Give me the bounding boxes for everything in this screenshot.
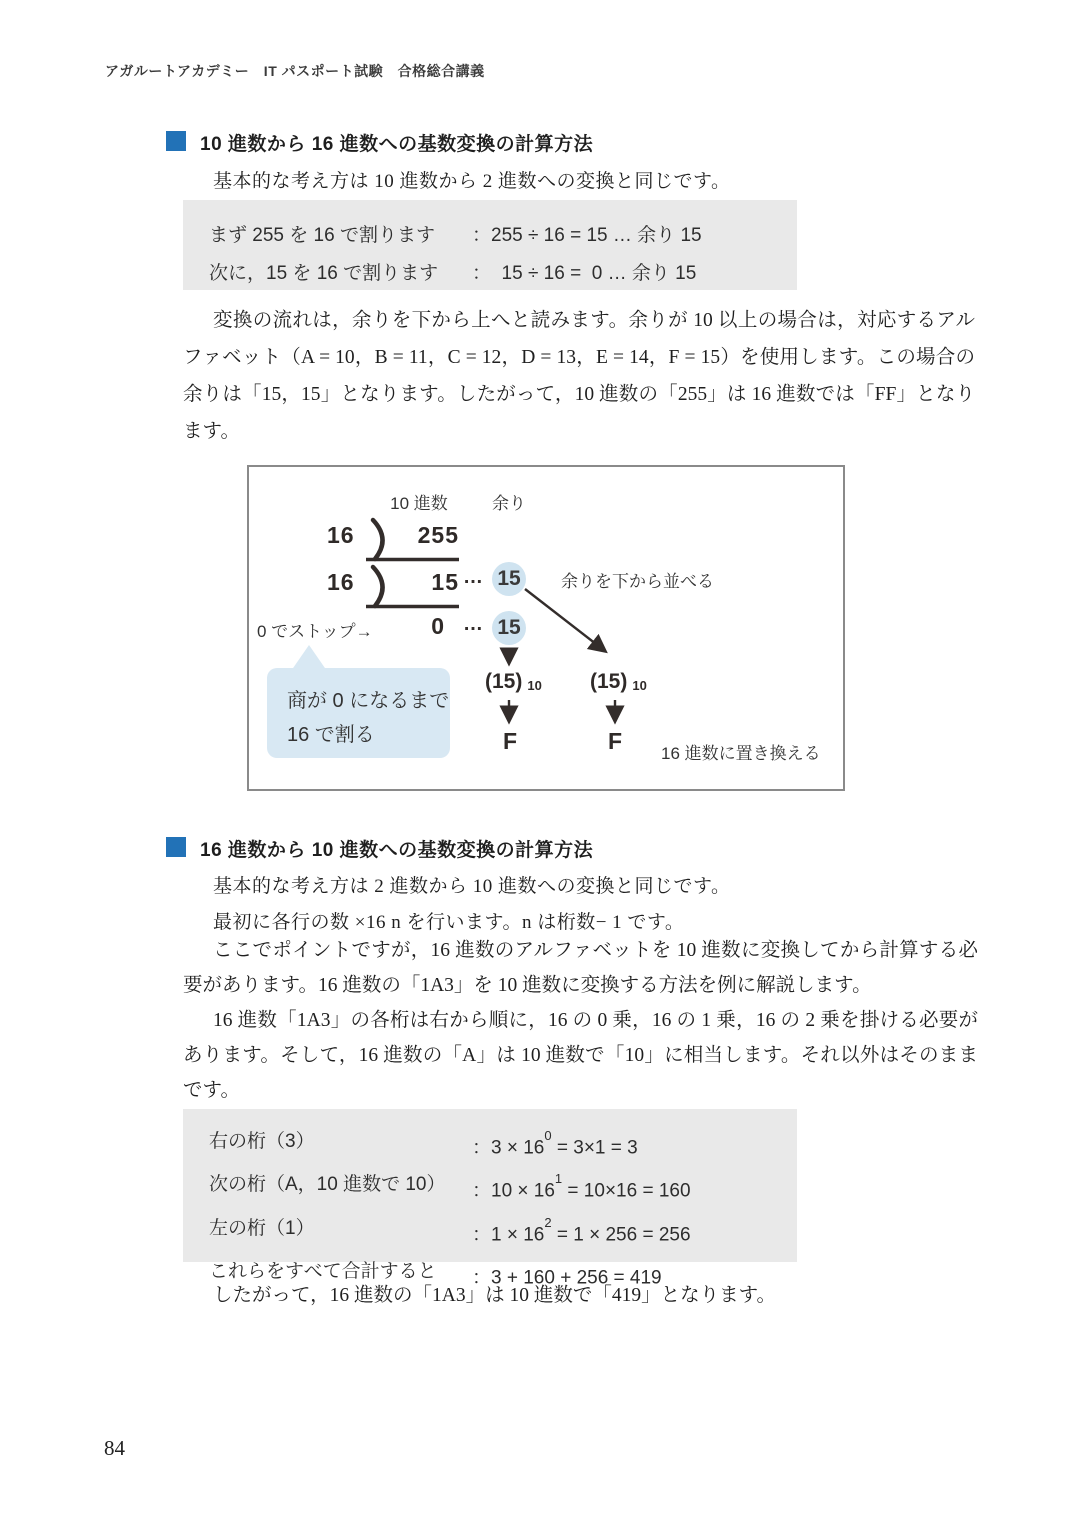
hex-digit-f: F — [607, 728, 623, 754]
calc-row — [209, 1210, 797, 1253]
calc-row-value — [472, 1210, 691, 1253]
quotient-15: 15 — [431, 569, 459, 595]
remainder-value: 15 — [497, 567, 521, 590]
calc-post: = 3×1 = 3 — [551, 1137, 638, 1159]
section2-paragraph2: 16 進数「1A3」の各桁は右から順に，16 の 0 乗，16 の 1 乗，16 の 2 乗を掛ける必要があります。そして，16 進数の「A」は 10 進数で「10」に相当します。それ以外はそのままです。 — [183, 1010, 978, 1101]
section2-bullet-icon — [166, 837, 186, 857]
stop-at-zero-label: 0 でストップ→ — [257, 622, 373, 641]
paren-value: (15) — [485, 670, 523, 693]
remainder-circle — [492, 562, 526, 596]
exponent: 0 — [544, 1128, 552, 1143]
calc-row-label: 左の桁（1） — [209, 1217, 315, 1239]
calc-row — [209, 217, 797, 255]
calc-row-value: ： 15 ÷ 16 = 0 … 余り 15 — [472, 263, 697, 284]
section2-line1: 基本的な考え方は 2 進数から 10 進数への変換と同じです。 — [213, 876, 731, 897]
section2-conclusion: したがって，16 進数の「1A3」は 10 進数で「419」となります。 — [213, 1285, 777, 1306]
section2-line2: 最初に各行の数 ×16 n を行います。n は桁数− 1 です。 — [213, 912, 685, 933]
calc-row — [209, 1123, 797, 1166]
calc-row-value — [472, 1166, 691, 1209]
hex-digit-f: F — [502, 728, 518, 754]
divisor-16: 16 — [327, 522, 355, 548]
calc-row-label: これらをすべて合計すると — [209, 1260, 437, 1282]
remainder-decimal-right — [590, 670, 647, 694]
base-subscript: 10 — [632, 678, 647, 693]
calc-row-value — [472, 1123, 638, 1166]
column-label-remainder: 余り — [492, 494, 526, 513]
remainder-circle — [492, 611, 526, 645]
remainder-value: 15 — [497, 616, 521, 639]
calc-pre: ：3 × 16 — [472, 1137, 545, 1159]
section1-paragraph: 変換の流れは，余りを下から上へと読みます。余りが 10 以上の場合は，対応するアルファベット（A = 10，B = 11，C = 12，D = 13，E = 14，F = 15）を使用します。この場合の余りは「15，15」となります。したがって，10 進数の「255」は 16 進数では「FF」となります。 — [183, 310, 975, 442]
calc-pre: ：3 + 160 + 256 = 419 — [472, 1267, 662, 1289]
ellipsis: … — [463, 566, 483, 588]
note-replace-hex: 16 進数に置き換える — [661, 744, 821, 763]
note-arrange-remainders: 余りを下から並べる — [561, 572, 714, 591]
calc-row-label: 次の桁（A，10 進数で 10） — [209, 1174, 446, 1196]
section2-heading: 16 進数から 10 進数への基数変換の計算方法 — [200, 840, 594, 861]
calc-pre: ：1 × 16 — [472, 1223, 545, 1245]
section1-intro: 基本的な考え方は 10 進数から 2 進数への変換と同じです。 — [213, 171, 731, 192]
section1-bullet-icon — [166, 131, 186, 151]
paren-value: (15) — [590, 670, 628, 693]
calc-row-label: 右の桁（3） — [209, 1131, 315, 1152]
ellipsis: … — [463, 613, 483, 635]
column-label-decimal: 10 進数 — [390, 494, 448, 513]
exponent: 2 — [544, 1214, 552, 1230]
section1-heading: 10 進数から 16 進数への基数変換の計算方法 — [200, 134, 594, 155]
quotient-zero: 0 — [431, 613, 445, 639]
callout-line: 16 で割る — [287, 724, 375, 746]
base-subscript: 10 — [527, 678, 542, 693]
calc-box-dec-to-hex — [183, 200, 797, 290]
calc-row — [209, 1166, 797, 1209]
calc-post: = 10×16 = 160 — [562, 1180, 691, 1202]
calc-pre: ：10 × 16 — [472, 1180, 555, 1202]
exponent: 1 — [554, 1171, 563, 1187]
divide-until-zero-callout — [267, 668, 450, 758]
section2-paragraph1: ここでポイントですが，16 進数のアルファベットを 10 進数に変換してから計算する必要があります。16 進数の「1A3」を 10 進数に変換する方法を例に解説します。 — [183, 940, 978, 996]
callout-line: 商が 0 になるまで — [287, 690, 450, 712]
calc-row — [209, 255, 797, 293]
divisor-16: 16 — [327, 569, 355, 595]
remainder-decimal-left — [485, 670, 542, 694]
dividend-255: 255 — [417, 522, 459, 548]
calc-row-label: まず 255 を 16 で割ります — [209, 225, 435, 246]
calc-row-label: 次に，15 を 16 で割ります — [209, 263, 439, 284]
calc-post: = 1 × 256 = 256 — [551, 1223, 691, 1245]
running-header: アガルートアカデミー IT パスポート試験 合格総合講義 — [105, 63, 485, 79]
calc-box-hex-to-dec — [183, 1109, 797, 1289]
calc-row-value: ：255 ÷ 16 = 15 … 余り 15 — [472, 225, 702, 246]
division-diagram — [247, 465, 845, 791]
page-number: 84 — [104, 1436, 125, 1460]
